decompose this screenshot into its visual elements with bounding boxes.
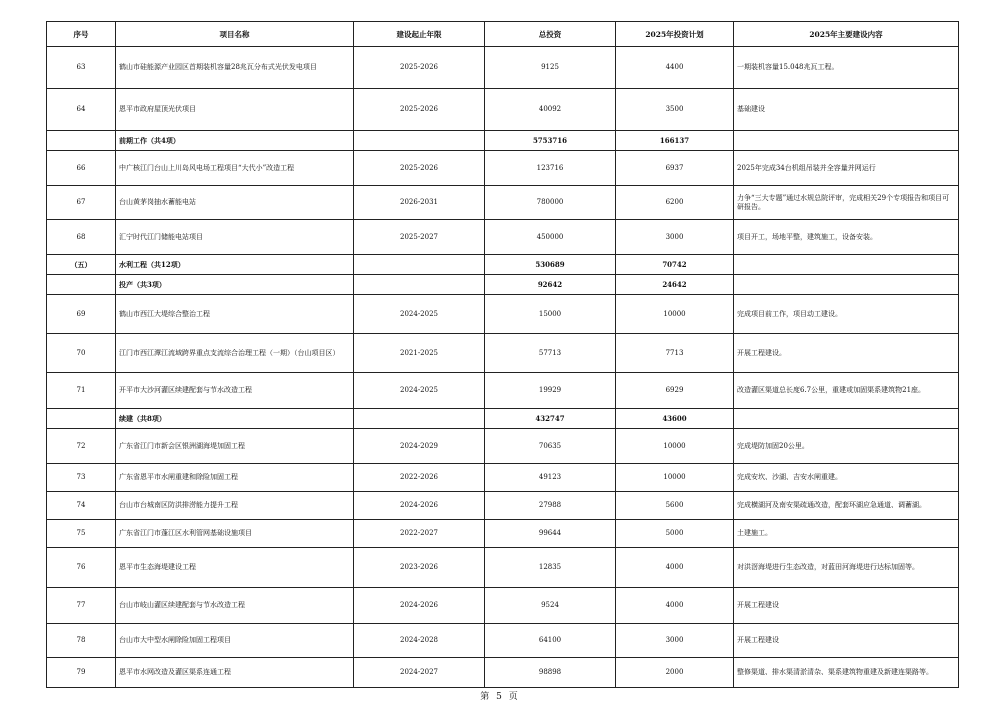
cell-name: 广东省江门市新会区银洲湖海堤加固工程: [116, 429, 354, 464]
cell-no: [47, 409, 116, 429]
cell-no: 72: [47, 429, 116, 464]
cell-period: 2025-2026: [354, 89, 485, 131]
cell-period: 2025-2027: [354, 220, 485, 255]
cell-content: [734, 131, 959, 151]
cell-total: 57713: [485, 334, 616, 373]
cell-total: 5753716: [485, 131, 616, 151]
cell-period: 2022-2027: [354, 520, 485, 548]
cell-content: 整修渠道、排水渠清淤清杂、渠系建筑物重建及新建连渠路等。: [734, 658, 959, 688]
table-row: [47, 89, 959, 131]
cell-no: 75: [47, 520, 116, 548]
cell-content: 土建施工。: [734, 520, 959, 548]
cell-total: 64100: [485, 624, 616, 658]
cell-name: 恩平市生态海堤建设工程: [116, 548, 354, 588]
cell-name: 鹤山市西江大堤综合整治工程: [116, 295, 354, 334]
cell-name: 台山市台城南区防洪排涝能力提升工程: [116, 492, 354, 520]
cell-period: [354, 255, 485, 275]
cell-plan: 3000: [616, 220, 734, 255]
cell-name: 续建（共8项）: [116, 409, 354, 429]
cell-no: 71: [47, 373, 116, 409]
cell-total: 450000: [485, 220, 616, 255]
cell-plan: 10000: [616, 464, 734, 492]
table-row: [47, 548, 959, 588]
cell-total: 27988: [485, 492, 616, 520]
cell-content: 开展工程建设: [734, 588, 959, 624]
cell-period: 2024-2029: [354, 429, 485, 464]
cell-period: 2024-2025: [354, 373, 485, 409]
table-row: [47, 151, 959, 186]
header-content: 2025年主要建设内容: [734, 22, 959, 47]
cell-period: [354, 409, 485, 429]
table-row: [47, 429, 959, 464]
cell-period: 2024-2026: [354, 492, 485, 520]
cell-period: 2023-2026: [354, 548, 485, 588]
cell-content: [734, 255, 959, 275]
table-row: [47, 295, 959, 334]
cell-name: 恩平市水网改造及灌区渠系连通工程: [116, 658, 354, 688]
page-number: 第 5 页: [480, 692, 520, 702]
header-name: 项目名称: [116, 22, 354, 47]
cell-plan: 3000: [616, 624, 734, 658]
cell-plan: 24642: [616, 275, 734, 295]
cell-plan: 6937: [616, 151, 734, 186]
cell-name: 江门市西江潭江流域跨界重点支流综合治理工程（一期）（台山项目区）: [116, 334, 354, 373]
cell-plan: 4400: [616, 47, 734, 89]
cell-plan: 6200: [616, 186, 734, 220]
cell-plan: 10000: [616, 429, 734, 464]
cell-no: （五）: [47, 255, 116, 275]
table-subtotal-row: [47, 409, 959, 429]
cell-period: 2024-2028: [354, 624, 485, 658]
project-table: [46, 21, 959, 688]
cell-plan: 4000: [616, 588, 734, 624]
cell-name: 恩平市政府屋顶光伏项目: [116, 89, 354, 131]
cell-no: [47, 131, 116, 151]
table-row: [47, 658, 959, 688]
cell-no: 67: [47, 186, 116, 220]
cell-plan: 2000: [616, 658, 734, 688]
cell-total: 98898: [485, 658, 616, 688]
cell-plan: 5600: [616, 492, 734, 520]
cell-plan: 4000: [616, 548, 734, 588]
cell-period: [354, 275, 485, 295]
cell-total: 99644: [485, 520, 616, 548]
cell-content: 对洪滘海堤进行生态改造，对蓝田河海堤进行达标加固等。: [734, 548, 959, 588]
cell-name: 汇宁时代江门储能电站项目: [116, 220, 354, 255]
cell-plan: 166137: [616, 131, 734, 151]
cell-content: [734, 275, 959, 295]
cell-content: 改造灌区渠道总长度6.7公里，重建或加固渠系建筑物21座。: [734, 373, 959, 409]
cell-total: 12835: [485, 548, 616, 588]
cell-total: 123716: [485, 151, 616, 186]
header-plan: 2025年投资计划: [616, 22, 734, 47]
cell-no: 76: [47, 548, 116, 588]
cell-total: 9125: [485, 47, 616, 89]
cell-no: 79: [47, 658, 116, 688]
cell-period: [354, 131, 485, 151]
table-row: [47, 624, 959, 658]
table-row: [47, 588, 959, 624]
cell-period: 2026-2031: [354, 186, 485, 220]
cell-no: 77: [47, 588, 116, 624]
cell-no: 70: [47, 334, 116, 373]
header-no: 序号: [47, 22, 116, 47]
cell-content: 开展工程建设。: [734, 334, 959, 373]
cell-no: 68: [47, 220, 116, 255]
table-subtotal-row: [47, 275, 959, 295]
cell-content: 完成项目前工作，项目动工建设。: [734, 295, 959, 334]
cell-plan: 6929: [616, 373, 734, 409]
cell-total: 92642: [485, 275, 616, 295]
cell-no: 73: [47, 464, 116, 492]
cell-total: 49123: [485, 464, 616, 492]
cell-total: 40092: [485, 89, 616, 131]
cell-content: [734, 409, 959, 429]
cell-period: 2024-2027: [354, 658, 485, 688]
cell-period: 2024-2026: [354, 588, 485, 624]
table-row: [47, 373, 959, 409]
table-row: [47, 186, 959, 220]
table-row: [47, 492, 959, 520]
cell-name: 前期工作（共4项）: [116, 131, 354, 151]
cell-content: 力争“三大专题”通过水规总院评审，完成相关29个专项报告和项目可研报告。: [734, 186, 959, 220]
cell-period: 2024-2025: [354, 295, 485, 334]
cell-content: 2025年完成34台机组吊装并全容量并网运行: [734, 151, 959, 186]
cell-name: 广东省恩平市水闸重建和除险加固工程: [116, 464, 354, 492]
cell-no: 66: [47, 151, 116, 186]
cell-plan: 43600: [616, 409, 734, 429]
table-subtotal-row: [47, 131, 959, 151]
cell-no: 74: [47, 492, 116, 520]
cell-total: 19929: [485, 373, 616, 409]
cell-content: 一期装机容量15.048兆瓦工程。: [734, 47, 959, 89]
table-row: [47, 220, 959, 255]
table-row: [47, 520, 959, 548]
table-row: [47, 464, 959, 492]
cell-total: 530689: [485, 255, 616, 275]
cell-name: 台山市岐山灌区续建配套与节水改造工程: [116, 588, 354, 624]
cell-no: 63: [47, 47, 116, 89]
cell-total: 15000: [485, 295, 616, 334]
cell-name: 水利工程（共12项）: [116, 255, 354, 275]
header-total: 总投资: [485, 22, 616, 47]
table-row: [47, 334, 959, 373]
cell-total: 70635: [485, 429, 616, 464]
cell-name: 台山黄茅岗抽水蓄能电站: [116, 186, 354, 220]
table-subtotal-row: [47, 255, 959, 275]
cell-period: 2025-2026: [354, 151, 485, 186]
cell-name: 中广核江门台山上川岛风电场工程项目“大代小”改造工程: [116, 151, 354, 186]
cell-total: 9524: [485, 588, 616, 624]
cell-name: 台山市大中型水闸除险加固工程项目: [116, 624, 354, 658]
cell-no: 78: [47, 624, 116, 658]
cell-content: 完成横湖河及南安渠疏通改造，配套环湖应急通道、调蓄湖。: [734, 492, 959, 520]
cell-name: 广东省江门市蓬江区水利管网基础设施项目: [116, 520, 354, 548]
cell-plan: 10000: [616, 295, 734, 334]
cell-plan: 5000: [616, 520, 734, 548]
cell-content: 完成堤防加固20公里。: [734, 429, 959, 464]
table-row: [47, 47, 959, 89]
cell-period: 2025-2026: [354, 47, 485, 89]
cell-plan: 70742: [616, 255, 734, 275]
cell-period: 2021-2025: [354, 334, 485, 373]
table-header-row: [47, 22, 959, 47]
cell-total: 432747: [485, 409, 616, 429]
cell-content: 完成安坎、沙湖、吉安水闸重建。: [734, 464, 959, 492]
cell-plan: 7713: [616, 334, 734, 373]
cell-no: 69: [47, 295, 116, 334]
cell-name: 开平市大沙河灌区续建配套与节水改造工程: [116, 373, 354, 409]
cell-total: 780000: [485, 186, 616, 220]
cell-period: 2022-2026: [354, 464, 485, 492]
header-period: 建设起止年限: [354, 22, 485, 47]
cell-content: 项目开工，场地平整，建筑施工，设备安装。: [734, 220, 959, 255]
cell-name: 投产（共3项）: [116, 275, 354, 295]
cell-content: 开展工程建设: [734, 624, 959, 658]
cell-no: [47, 275, 116, 295]
cell-plan: 3500: [616, 89, 734, 131]
cell-content: 基础建设: [734, 89, 959, 131]
cell-no: 64: [47, 89, 116, 131]
cell-name: 鹤山市硅能源产业园区首期装机容量28兆瓦分布式光伏发电项目: [116, 47, 354, 89]
